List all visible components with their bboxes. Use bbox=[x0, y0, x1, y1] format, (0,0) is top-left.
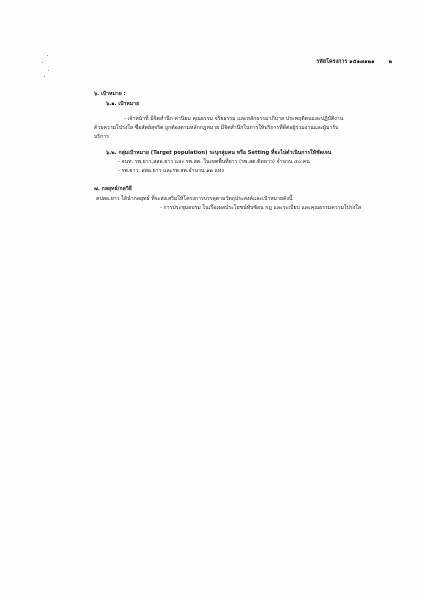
scan-speck bbox=[48, 70, 49, 71]
scan-speck bbox=[42, 62, 43, 63]
section-6-2-heading: ๖.๒. กลุ่มเป้าหมาย (Target population) ระบุกลุ่มคน หรือ Setting ที่จะไปดำเนินการให้ชัดเจน bbox=[106, 150, 332, 156]
project-code: รหัสโครงการ ๑๕๑๗๑๒๑ bbox=[316, 59, 375, 65]
section-6-1-body-line-1: - เจ้าหน้าที่ มีจิตสำนึก ค่านิยม คุณธรรม จริยธรรม และหลักธรรมาภิบาล ประพฤติตนและปฏิบัติงาน bbox=[124, 116, 344, 122]
section-6-2-item-2: - รพ.ยาว, สสอ.ยาว และรพ.สต.จำนวน ๑๒ แห่ง bbox=[118, 168, 224, 174]
section-7-heading: ๗. กลยุทธ์/กลวิธี bbox=[94, 186, 132, 192]
page-header bbox=[316, 58, 392, 66]
page-number: ๒ bbox=[388, 59, 392, 65]
section-6-2-item-1: - จนท. รพ.ยาว,สสอ.ยาว และ รพ.สต. ในเขตพื้นที่ยาว (รพ.สต.ติดยาว) จำนวน ๔๐ คน bbox=[118, 159, 310, 165]
scan-speck bbox=[47, 55, 48, 56]
section-6-1-body-line-3: บริการ bbox=[94, 134, 109, 140]
section-6-1-heading: ๖.๑. เป้าหมาย bbox=[106, 101, 140, 107]
section-7-body-line-2: - การประชุมอบรม ในเรื่องผลประโยชน์ทับซ้อน กฎ และระเบียบ และคุณธรรมความโปร่งใส bbox=[160, 205, 362, 211]
scan-speck bbox=[44, 76, 45, 77]
section-7-body-line-1: คปสอ.ยาว ได้นำกลยุทธ์ ที่จะส่งเสริมให้โครงการบรรลุตามวัตถุประสงค์และเป้าหมายดังนี้ bbox=[96, 196, 293, 202]
section-6-heading: ๖. เป้าหมาย : bbox=[94, 91, 126, 97]
section-6-1-body-line-2: ด้วยความโปร่งใส ซื่อสัตย์สุจริต ถูกต้องตามหลักกฎหมาย มีจิตสำนึกในการให้บริการที่ดีต่อผู้ร่วมงานและผู้มารับ bbox=[94, 125, 339, 131]
